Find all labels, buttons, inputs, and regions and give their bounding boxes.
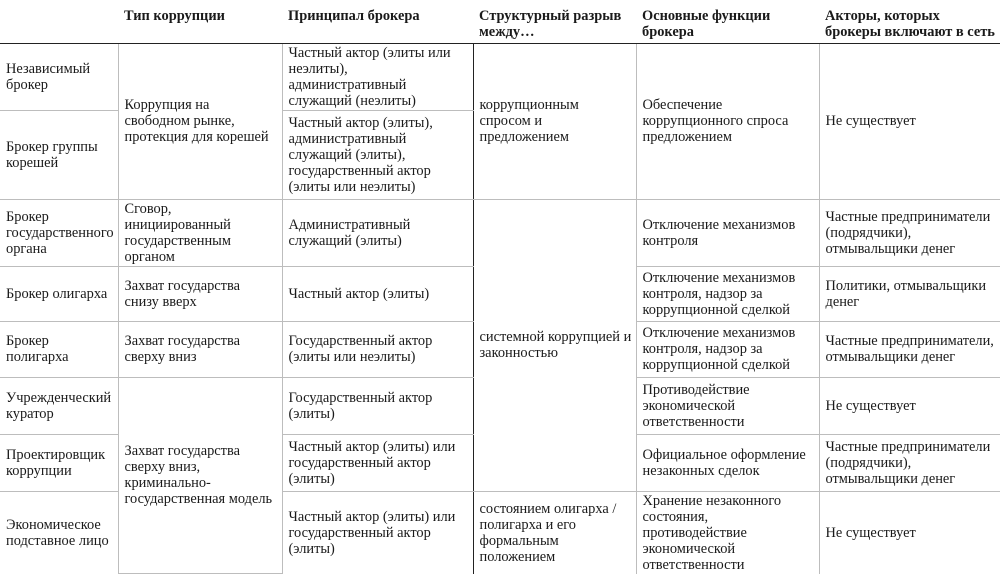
principal-cell: Частный актор (элиты) — [282, 266, 473, 321]
corruption-type-cell: Захват государства сверху вниз — [118, 321, 282, 377]
actors-cell: Не существует — [819, 377, 1000, 434]
header-actors: Акторы, которых брокеры включают в сеть — [819, 0, 1000, 43]
broker-name: Независимый брокер — [0, 43, 118, 110]
function-cell: Отключение механизмов контроля — [636, 199, 819, 266]
header-functions: Основные функции брокера — [636, 0, 819, 43]
principal-cell: Государственный актор (элиты) — [282, 377, 473, 434]
table-row — [0, 199, 1000, 266]
actors-cell: Частные предприниматели, отмывальщики денег — [819, 321, 1000, 377]
function-cell: Отключение механизмов контроля, надзор за коррупционной сделкой — [636, 266, 819, 321]
function-cell: Противодействие экономической ответственности — [636, 377, 819, 434]
actors-cell: Политики, отмывальщики денег — [819, 266, 1000, 321]
corruption-type-cell: Коррупция на свободном рынке, протекция для корешей — [118, 43, 282, 199]
broker-name: Экономическое подставное лицо — [0, 491, 118, 574]
principal-cell: Государственный актор (элиты или неэлиты) — [282, 321, 473, 377]
header-structural-gap: Структурный разрыв между… — [473, 0, 636, 43]
header-broker — [0, 0, 118, 43]
table-header-row — [0, 0, 1000, 43]
principal-cell: Частный актор (элиты) или государственный актор (элиты) — [282, 491, 473, 574]
structural-gap-cell: коррупционным спросом и предложением — [473, 43, 636, 199]
function-cell: Отключение механизмов контроля, надзор за коррупционной сделкой — [636, 321, 819, 377]
broker-name: Брокер государственного органа — [0, 199, 118, 266]
broker-name: Проектировщик коррупции — [0, 434, 118, 491]
header-principal: Принципал брокера — [282, 0, 473, 43]
actors-cell: Частные предприниматели (подрядчики), отмывальщики денег — [819, 434, 1000, 491]
broker-name: Брокер группы корешей — [0, 110, 118, 199]
principal-cell: Административный служащий (элиты) — [282, 199, 473, 266]
header-corruption-type: Тип коррупции — [118, 0, 282, 43]
broker-name: Брокер полигарха — [0, 321, 118, 377]
function-cell: Обеспечение коррупционного спроса предложением — [636, 43, 819, 199]
actors-cell: Частные предприниматели (подрядчики), отмывальщики денег — [819, 199, 1000, 266]
actors-cell: Не существует — [819, 43, 1000, 199]
principal-cell: Частный актор (элиты или неэлиты), административный служащий (неэлиты) — [282, 43, 473, 110]
corruption-type-cell: Захват государства сверху вниз, криминально-государственная модель — [118, 377, 282, 574]
principal-cell: Частный актор (элиты), административный служащий (элиты), государственный актор (элиты или неэлиты) — [282, 110, 473, 199]
structural-gap-cell: системной коррупцией и законностью — [473, 199, 636, 491]
broker-name: Брокер олигарха — [0, 266, 118, 321]
structural-gap-cell: состоянием олигарха / полигарха и его формальным положением — [473, 491, 636, 574]
table-row — [0, 43, 1000, 110]
broker-name: Учрежденческий куратор — [0, 377, 118, 434]
corruption-type-cell: Захват государства снизу вверх — [118, 266, 282, 321]
function-cell: Хранение незаконного состояния, противодействие экономической ответственности — [636, 491, 819, 574]
function-cell: Официальное оформление незаконных сделок — [636, 434, 819, 491]
corruption-type-cell: Сговор, инициированный государственным органом — [118, 199, 282, 266]
principal-cell: Частный актор (элиты) или государственный актор (элиты) — [282, 434, 473, 491]
actors-cell: Не существует — [825, 524, 916, 541]
